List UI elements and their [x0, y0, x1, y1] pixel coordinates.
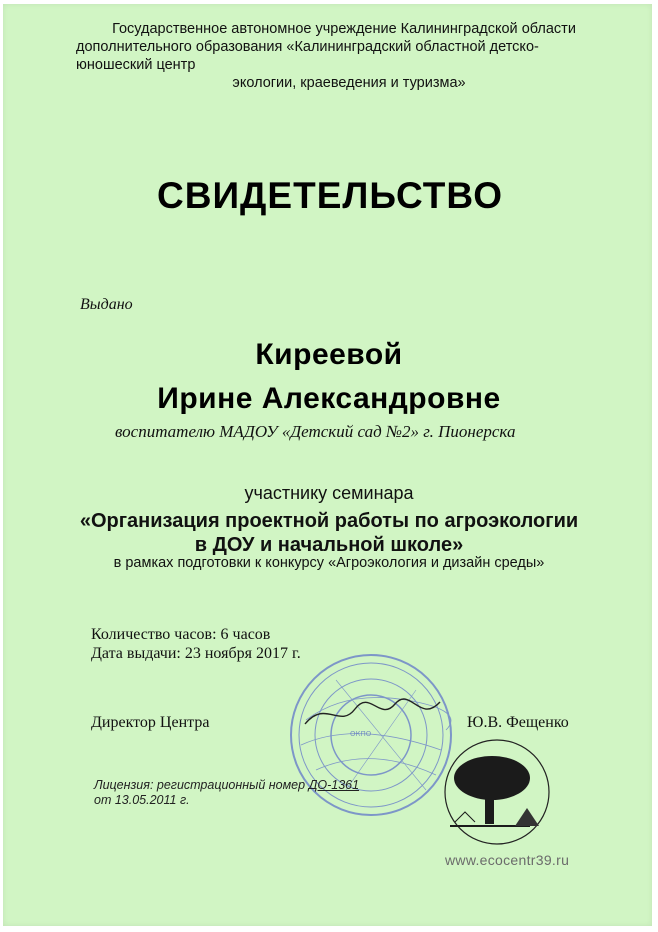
recipient-surname: Киреевой: [255, 338, 403, 371]
seminar-title: [0, 509, 658, 557]
license-label: Лицензия: регистрационный номер: [94, 778, 306, 792]
director-name: Ю.В. Фещенко: [467, 714, 569, 731]
issued-label: Выдано: [80, 296, 133, 313]
header-line-2: дополнительного образования «Калининградский областной детско-юношеский центр: [76, 39, 539, 73]
header-line-1: Государственное автономное учреждение Калининградской области: [112, 21, 576, 37]
recipient-given-names: Ирине Александровне: [157, 382, 501, 415]
stamp-code: ОКПО: [350, 730, 372, 738]
details-block: [91, 625, 301, 663]
issue-date-line: Дата выдачи: 23 ноября 2017 г.: [91, 645, 301, 662]
seminar-title-line-1: «Организация проектной работы по агроэкологии: [79, 510, 579, 532]
contest-context: в рамках подготовки к конкурсу «Агроэкология и дизайн среды»: [113, 555, 545, 571]
website-url: www.ecocentr39.ru: [445, 852, 570, 868]
recipient-position: воспитателю МАДОУ «Детский сад №2» г. Пионерска: [115, 422, 516, 441]
license-date: от 13.05.2011 г.: [94, 793, 190, 807]
header-line-3: экологии, краеведения и туризма»: [232, 75, 466, 91]
license-line-1: [94, 778, 359, 793]
license-number: ДО-1361: [308, 778, 360, 792]
seminar-title-line-2: в ДОУ и начальной школе»: [194, 534, 464, 556]
license-block: [94, 778, 359, 808]
director-signature: [300, 694, 450, 734]
participant-role: участнику семинара: [244, 483, 414, 503]
hours-line: Количество часов: 6 часов: [91, 626, 271, 643]
center-logo: [430, 730, 565, 850]
director-title: Директор Центра: [91, 714, 210, 731]
institution-header: [74, 20, 614, 92]
document-title: СВИДЕТЕЛЬСТВО: [157, 175, 503, 216]
